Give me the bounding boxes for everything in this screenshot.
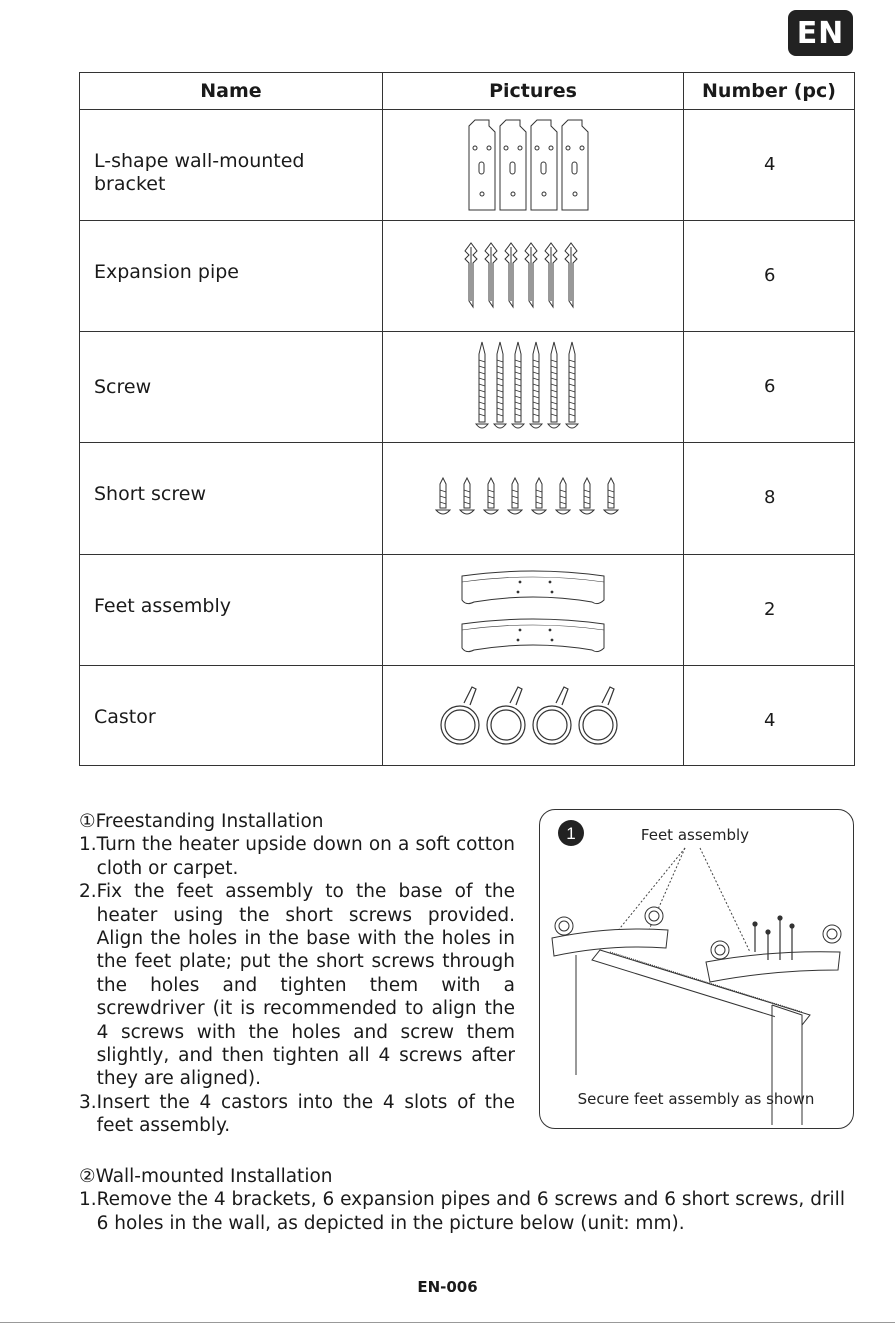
figure-caption: Secure feet assembly as shown bbox=[577, 1090, 815, 1108]
table-row bbox=[80, 665, 855, 765]
castor-icon bbox=[438, 683, 628, 748]
part-name: Castor bbox=[80, 665, 383, 765]
step-marker: 1 bbox=[566, 824, 576, 843]
part-count: 2 bbox=[684, 554, 855, 665]
expansion-pipe-icon bbox=[463, 241, 603, 311]
short-screw-icon bbox=[433, 476, 633, 521]
list-item: 1. Turn the heater upside down on a soft cotton cloth or carpet. bbox=[79, 834, 515, 879]
parts-table bbox=[79, 72, 855, 766]
header-name: Name bbox=[80, 73, 383, 110]
table-row bbox=[80, 221, 855, 332]
table-row bbox=[80, 443, 855, 554]
list-item: 1. Remove the 4 brackets, 6 expansion pipes and 6 screws and 6 short screws, drill 6 holes in the wall, as depicted in the picture below (unit: mm). bbox=[79, 1189, 845, 1234]
language-badge: EN bbox=[788, 10, 853, 56]
part-name: Short screw bbox=[80, 443, 383, 554]
header-number: Number (pc) bbox=[684, 73, 855, 110]
part-name: L-shape wall-mounted bracket bbox=[80, 110, 383, 221]
section-title: ①Freestanding Installation bbox=[79, 811, 324, 832]
heater-diagram bbox=[540, 810, 853, 1128]
page-number: EN-006 bbox=[417, 1278, 478, 1296]
page-bottom-rule bbox=[0, 1322, 895, 1323]
list-item: 2. Fix the feet assembly to the base of the heater using the short screws provided. Align the holes in the base with the holes in the feet plate; put the short screws through the holes and tighten them with a screwdriver (it is recommended to align the 4 screws with the holes and screw them slightly, and then tighten all 4 screws after they are aligned). bbox=[79, 881, 515, 1090]
table-row bbox=[80, 332, 855, 443]
feet-assembly-icon bbox=[458, 562, 608, 657]
part-name: Screw bbox=[80, 332, 383, 443]
list-item: 3. Insert the 4 castors into the 4 slots of the feet assembly. bbox=[79, 1091, 515, 1137]
freestanding-instructions bbox=[79, 810, 515, 1138]
part-count: 4 bbox=[684, 665, 855, 765]
part-count: 4 bbox=[684, 110, 855, 221]
section-title: ②Wall-mounted Installation bbox=[79, 1166, 333, 1187]
wall-mounted-instructions bbox=[79, 1165, 859, 1235]
screw-icon bbox=[473, 340, 593, 435]
feet-assembly-figure bbox=[539, 809, 854, 1129]
table-row bbox=[80, 554, 855, 665]
feet-assembly-label: Feet assembly bbox=[640, 826, 750, 844]
bracket-icon bbox=[463, 118, 603, 213]
part-count: 6 bbox=[684, 332, 855, 443]
part-name: Expansion pipe bbox=[80, 221, 383, 332]
table-header-row bbox=[80, 73, 855, 110]
part-name: Feet assembly bbox=[80, 554, 383, 665]
header-pictures: Pictures bbox=[383, 73, 684, 110]
part-count: 8 bbox=[684, 443, 855, 554]
part-count: 6 bbox=[684, 221, 855, 332]
table-row bbox=[80, 110, 855, 221]
